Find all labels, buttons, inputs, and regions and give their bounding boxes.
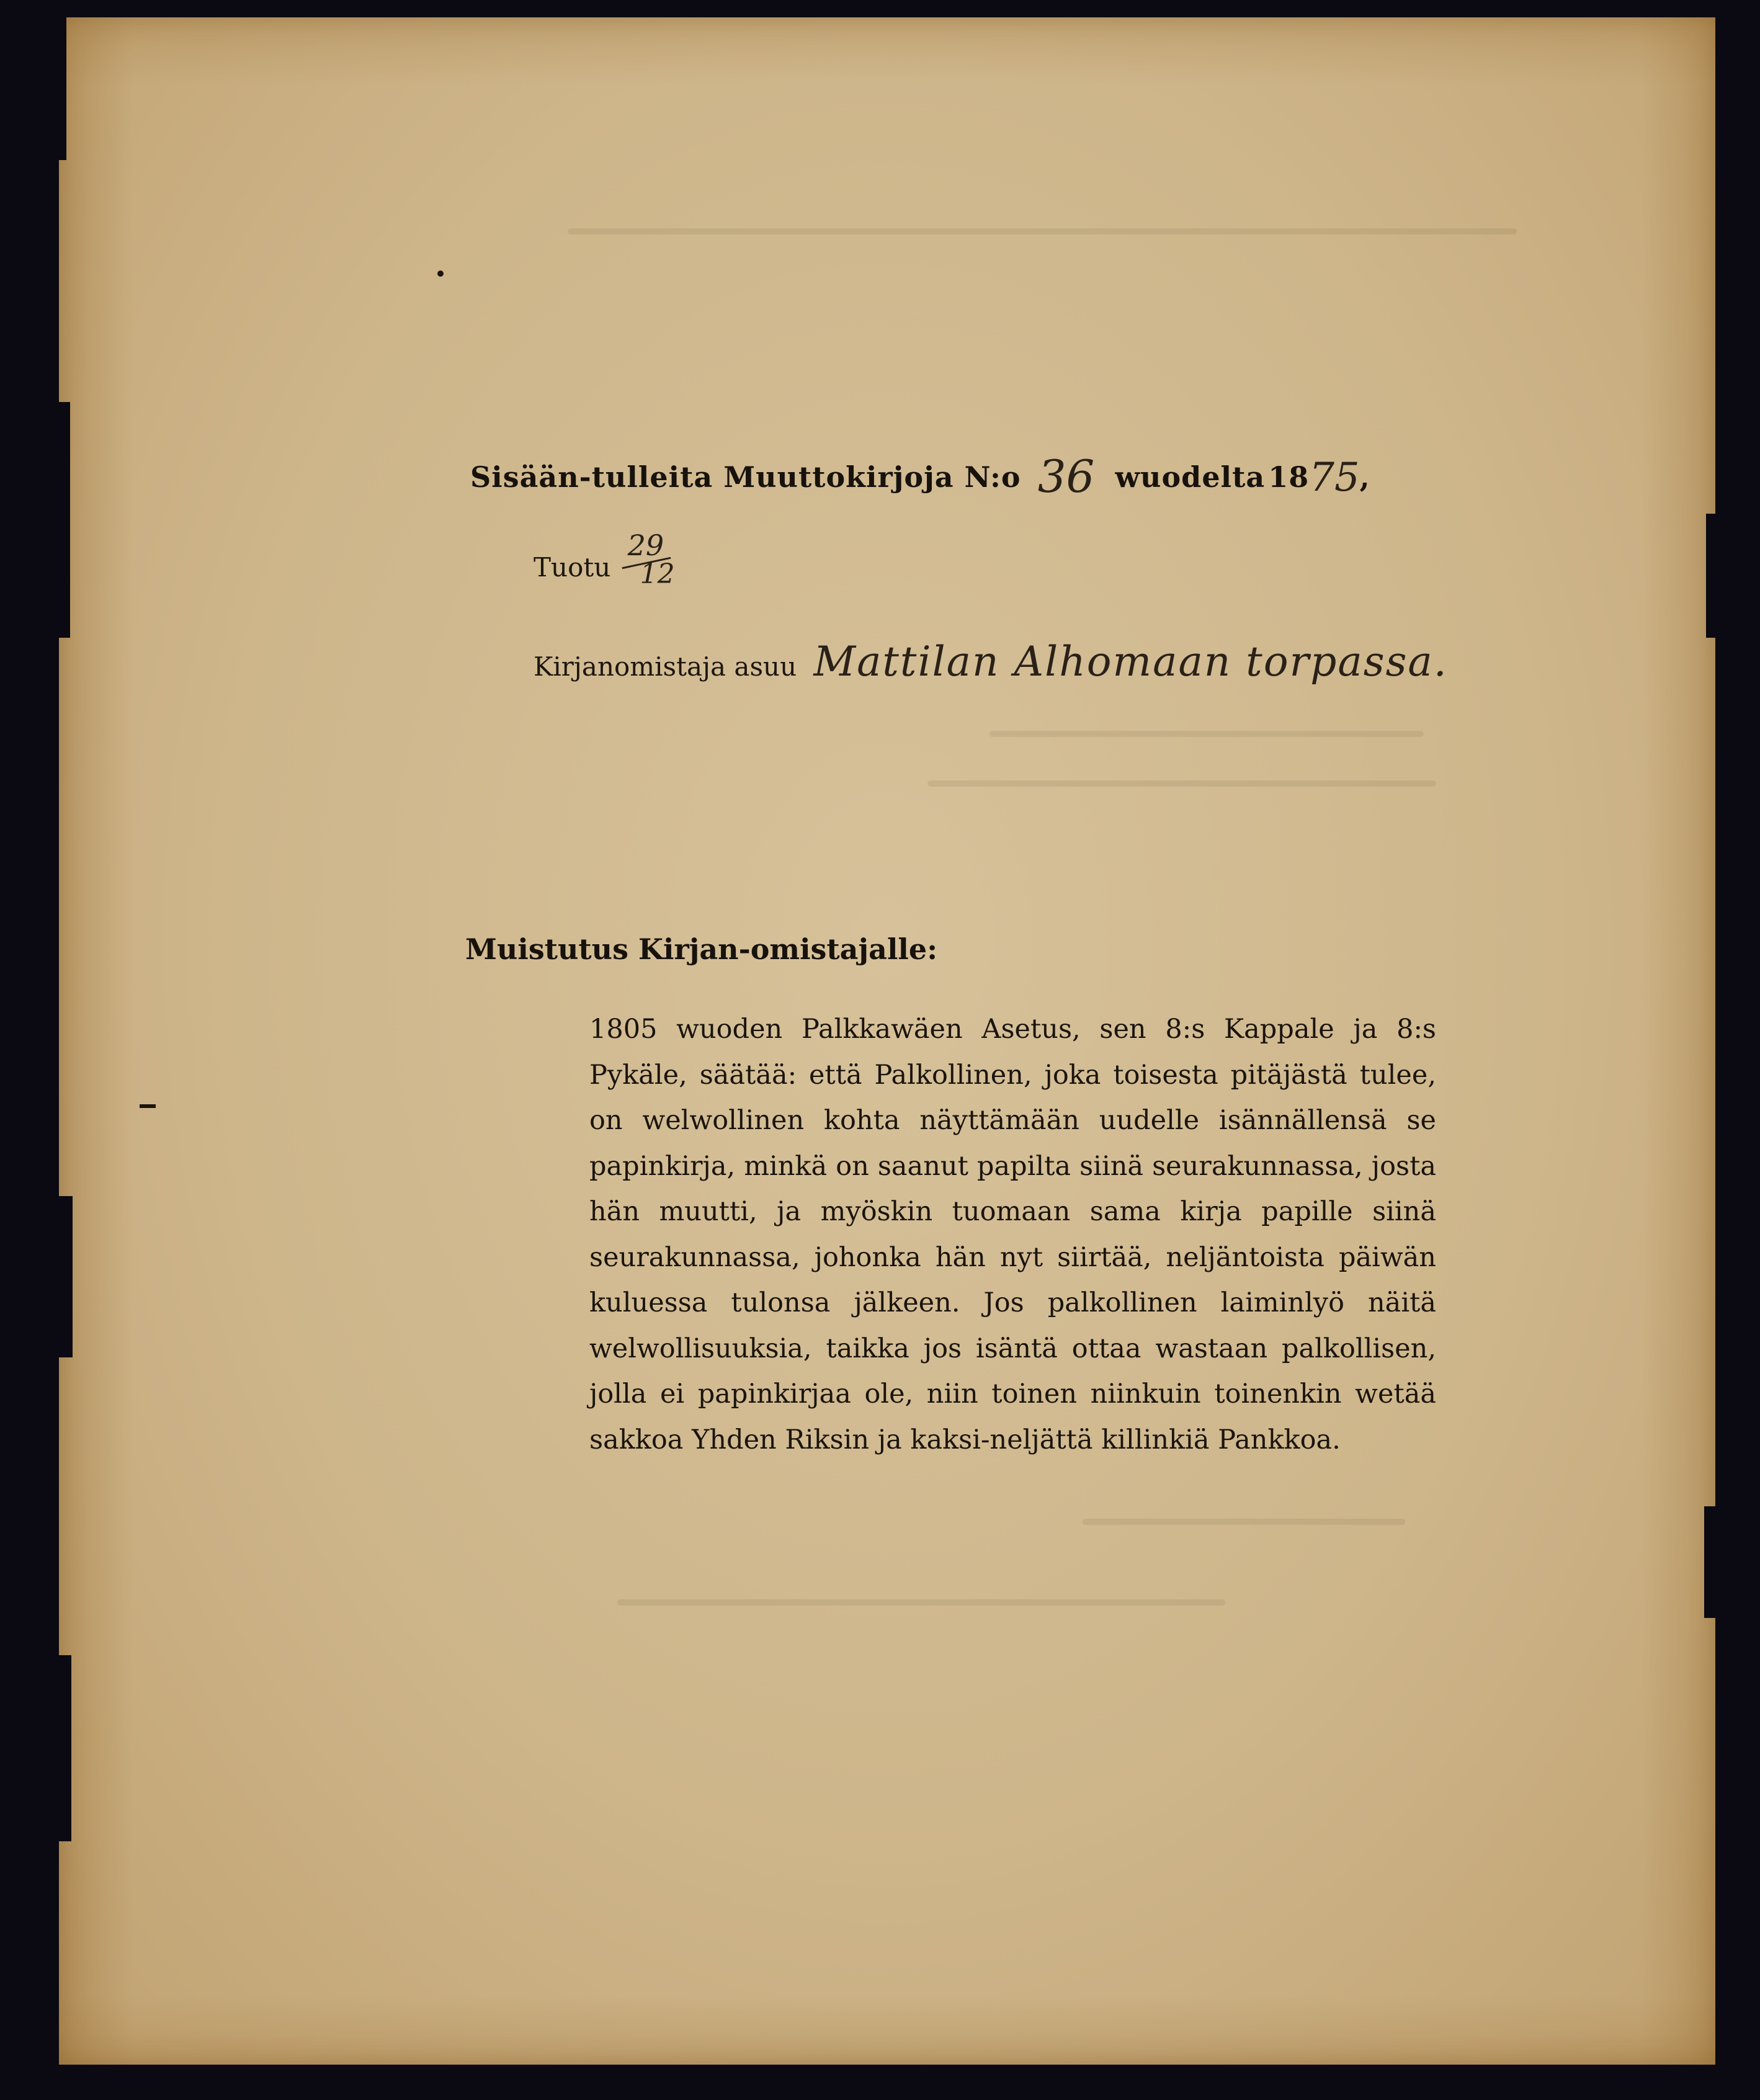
received-day: 29 bbox=[627, 529, 664, 562]
received-label: Tuotu bbox=[534, 552, 611, 583]
bleed-through-line bbox=[927, 780, 1436, 787]
heading-label: Sisään-tulleita Muuttokirjoja N:o bbox=[470, 460, 1021, 494]
register-number: 36 bbox=[1037, 450, 1095, 503]
heading-trailing: , bbox=[1359, 460, 1370, 494]
reminder-body: 1805 wuoden Palkkawäen Asetus, sen 8:s Kappale ja 8:s Pykäle, säätää: että Palkollinen, joka toisesta pitäjästä tulee, on welwollinen kohta näyttämään uudelle isännällensä se papinkirja, minkä on saanut papilta siinä seurakunnassa, josta hän muutti, ja myöskin tuomaan sama kirja papille siinä seurakunnassa, johonka hän nyt siirtää, neljäntoista päiwän kuluessa tulonsa jälkeen. Jos palkollinen laiminlyö näitä welwollisuuksia, taikka jos isäntä ottaa wastaan palkollisen, jolla ei papinkirjaa ole, niin toinen niinkuin toinenkin wetää sakkoa Yhden Riksin ja kaksi-neljättä killinkiä Pankkoa. bbox=[589, 1014, 1436, 1455]
year-handwritten: 75 bbox=[1309, 455, 1360, 501]
received-line bbox=[534, 529, 677, 594]
received-date bbox=[622, 529, 677, 594]
torn-edge bbox=[59, 1196, 73, 1357]
bleed-through-line bbox=[617, 1599, 1225, 1606]
ink-speck bbox=[437, 270, 444, 277]
owner-residence: Mattilan Alhomaan torpassa. bbox=[813, 638, 1448, 686]
heading-year-label: wuodelta bbox=[1115, 460, 1266, 494]
reminder-title: Muistutus Kirjan-omistajalle: bbox=[465, 932, 938, 966]
year-printed: 18 bbox=[1268, 460, 1310, 494]
torn-edge bbox=[59, 1655, 71, 1841]
torn-edge bbox=[1704, 1506, 1715, 1618]
document-page bbox=[59, 17, 1715, 2065]
bleed-through-line bbox=[568, 228, 1517, 235]
torn-edge bbox=[59, 17, 66, 160]
owner-label: Kirjanomistaja asuu bbox=[534, 651, 797, 682]
received-month: 12 bbox=[640, 558, 675, 590]
owner-line bbox=[534, 638, 1448, 686]
bleed-through-line bbox=[1083, 1519, 1405, 1525]
register-heading bbox=[470, 445, 1370, 503]
ink-speck bbox=[140, 1104, 156, 1108]
torn-edge bbox=[1706, 514, 1715, 638]
torn-edge bbox=[59, 402, 70, 638]
bleed-through-line bbox=[989, 731, 1424, 737]
